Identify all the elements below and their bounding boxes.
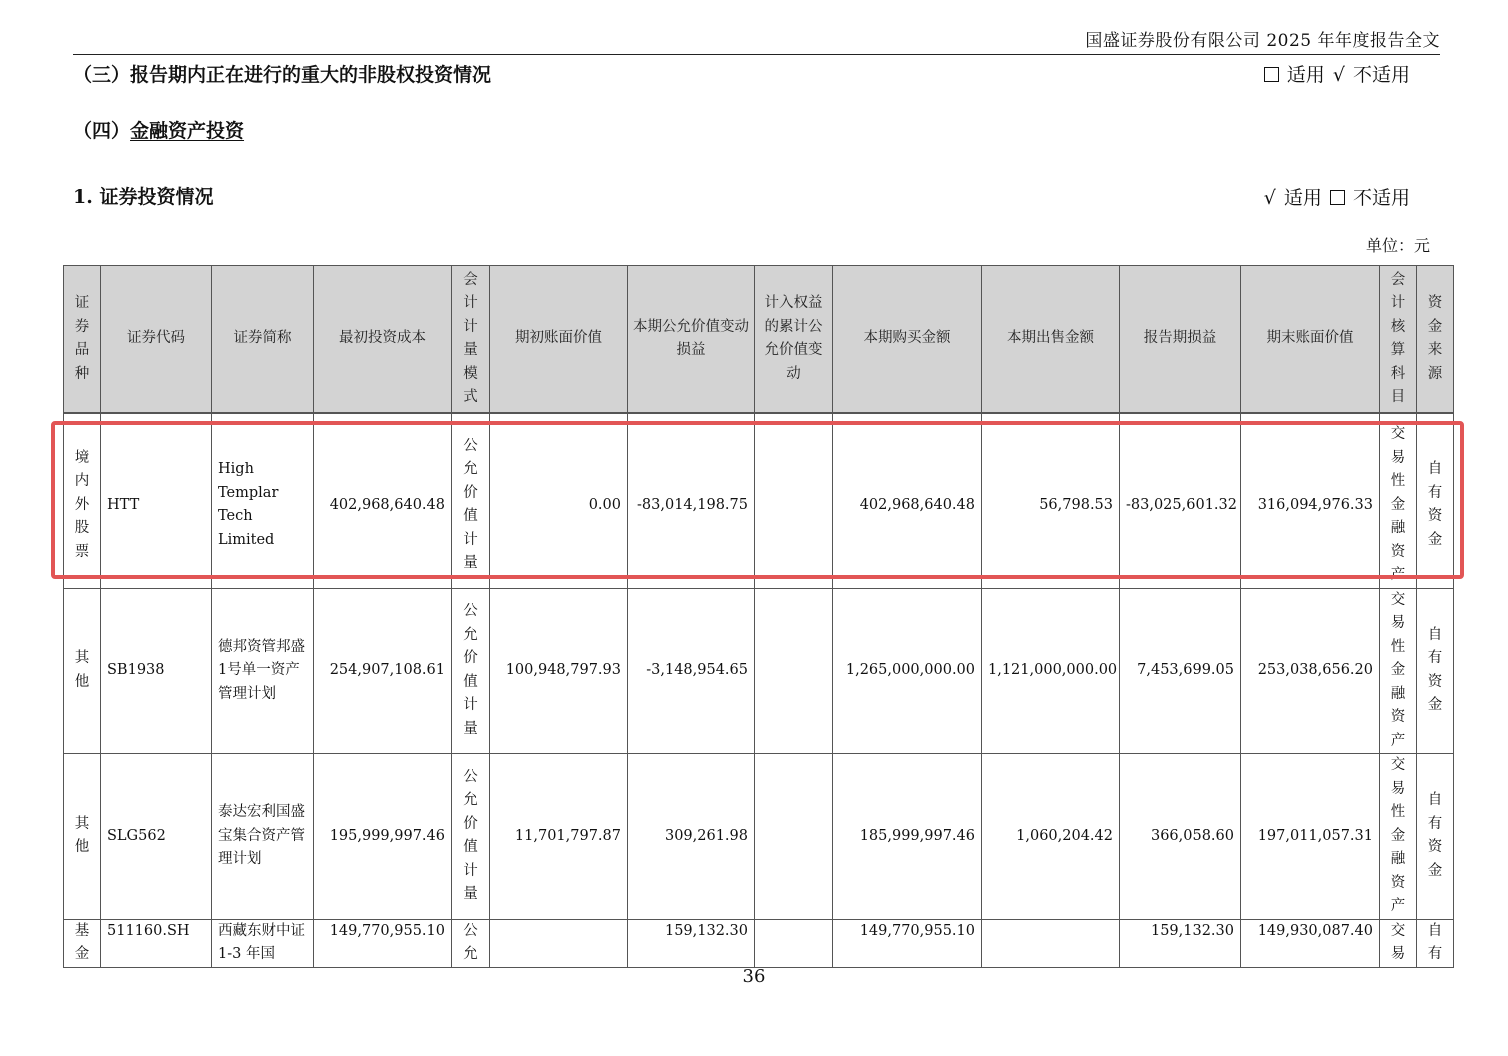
col-header-measure: 会计计量模式 [452, 266, 490, 414]
row-fv-change: 309,261.98 [628, 754, 755, 920]
row-type: 其他 [64, 754, 101, 920]
row-measure: 公允价值计量 [452, 588, 490, 754]
row-pnl: 159,132.30 [1120, 919, 1241, 967]
row-purchase: 185,999,997.46 [833, 754, 982, 920]
col-header-name: 证券简称 [212, 266, 314, 414]
row-account: 交易 [1380, 919, 1417, 967]
row-source: 自有 [1417, 919, 1454, 967]
row-pnl: 7,453,699.05 [1120, 588, 1241, 754]
header-divider [73, 54, 1440, 55]
col-header-purchase: 本期购买金额 [833, 266, 982, 414]
section-3-title: （三）报告期内正在进行的重大的非股权投资情况 [73, 64, 492, 86]
report-running-header: 国盛证券股份有限公司 2025 年年度报告全文 [1085, 31, 1440, 51]
row-equity-cum [755, 754, 833, 920]
subsection-1-applicability [1262, 183, 1410, 210]
unchecked-box-icon [1330, 190, 1345, 205]
row-opening [490, 919, 628, 967]
col-header-equity-cum: 计入权益的累计公允价值变动 [755, 266, 833, 414]
not-applicable-label: 不适用 [1352, 187, 1410, 209]
row-sale: 1,060,204.42 [982, 754, 1120, 920]
row-equity-cum [755, 588, 833, 754]
table-row [64, 919, 1454, 967]
row-source: 自有资金 [1417, 754, 1454, 920]
col-header-sale: 本期出售金额 [982, 266, 1120, 414]
securities-investment-table [63, 265, 1454, 968]
row-measure: 公允价值计量 [452, 423, 490, 589]
unit-label: 单位：元 [1365, 236, 1430, 255]
col-header-closing: 期末账面价值 [1241, 266, 1380, 414]
row-closing: 253,038,656.20 [1241, 588, 1380, 754]
row-fv-change: 159,132.30 [628, 919, 755, 967]
row-opening: 11,701,797.87 [490, 754, 628, 920]
applicable-label: 适用 [1286, 64, 1325, 86]
row-equity-cum [755, 919, 833, 967]
row-type: 基金 [64, 919, 101, 967]
row-source: 自有资金 [1417, 588, 1454, 754]
row-name: 德邦资管邦盛1号单一资产管理计划 [212, 588, 314, 754]
col-header-source: 资金来源 [1417, 266, 1454, 414]
row-type: 境内外股票 [64, 423, 101, 589]
row-type: 其他 [64, 588, 101, 754]
row-measure: 公允价值计量 [452, 754, 490, 920]
row-opening: 100,948,797.93 [490, 588, 628, 754]
row-closing: 197,011,057.31 [1241, 754, 1380, 920]
row-name: 泰达宏利国盛宝集合资产管理计划 [212, 754, 314, 920]
row-sale: 56,798.53 [982, 423, 1120, 589]
row-fv-change: -83,014,198.75 [628, 423, 755, 589]
row-code: HTT [101, 423, 212, 589]
col-header-code: 证券代码 [101, 266, 212, 414]
col-header-type: 证券品种 [64, 266, 101, 414]
row-initial-cost: 254,907,108.61 [314, 588, 452, 754]
row-closing: 149,930,087.40 [1241, 919, 1380, 967]
row-sale [982, 919, 1120, 967]
applicable-label: 适用 [1283, 187, 1322, 209]
check-mark: √ [1263, 187, 1276, 209]
row-purchase: 402,968,640.48 [833, 423, 982, 589]
row-initial-cost: 149,770,955.10 [314, 919, 452, 967]
row-account: 交易性金融资产 [1380, 423, 1417, 589]
table-row [64, 754, 1454, 920]
row-name: 西藏东财中证 1-3 年国 [212, 919, 314, 967]
highlight-box [51, 421, 1464, 579]
section-4-link-title: 金融资产投资 [130, 120, 245, 142]
row-measure: 公允 [452, 919, 490, 967]
row-opening: 0.00 [490, 423, 628, 589]
row-pnl: -83,025,601.32 [1120, 423, 1241, 589]
row-initial-cost: 402,968,640.48 [314, 423, 452, 589]
row-source: 自有资金 [1417, 423, 1454, 589]
row-sale: 1,121,000,000.00 [982, 588, 1120, 754]
section-3-applicability [1262, 60, 1410, 87]
row-purchase: 149,770,955.10 [833, 919, 982, 967]
col-header-pnl: 报告期损益 [1120, 266, 1241, 414]
row-name: High Templar Tech Limited [212, 423, 314, 589]
row-code: 511160.SH [101, 919, 212, 967]
page-number: 36 [742, 966, 766, 987]
subsection-1-title: 1. 证券投资情况 [73, 186, 214, 208]
row-code: SB1938 [101, 588, 212, 754]
section-4-title [73, 116, 244, 143]
col-header-account: 会计核算科目 [1380, 266, 1417, 414]
row-initial-cost: 195,999,997.46 [314, 754, 452, 920]
table-row [64, 588, 1454, 754]
row-code: SLG562 [101, 754, 212, 920]
col-header-opening: 期初账面价值 [490, 266, 628, 414]
row-fv-change: -3,148,954.65 [628, 588, 755, 754]
row-pnl: 366,058.60 [1120, 754, 1241, 920]
section-4-prefix: （四） [73, 120, 131, 142]
col-header-fv-change: 本期公允价值变动损益 [628, 266, 755, 414]
unchecked-box-icon [1264, 67, 1279, 82]
row-account: 交易性金融资产 [1380, 588, 1417, 754]
row-account: 交易性金融资产 [1380, 754, 1417, 920]
row-purchase: 1,265,000,000.00 [833, 588, 982, 754]
row-closing: 316,094,976.33 [1241, 423, 1380, 589]
col-header-initial-cost: 最初投资成本 [314, 266, 452, 414]
not-applicable-label: 不适用 [1352, 64, 1410, 86]
table-header-row [64, 266, 1454, 414]
check-mark: √ [1332, 64, 1345, 86]
